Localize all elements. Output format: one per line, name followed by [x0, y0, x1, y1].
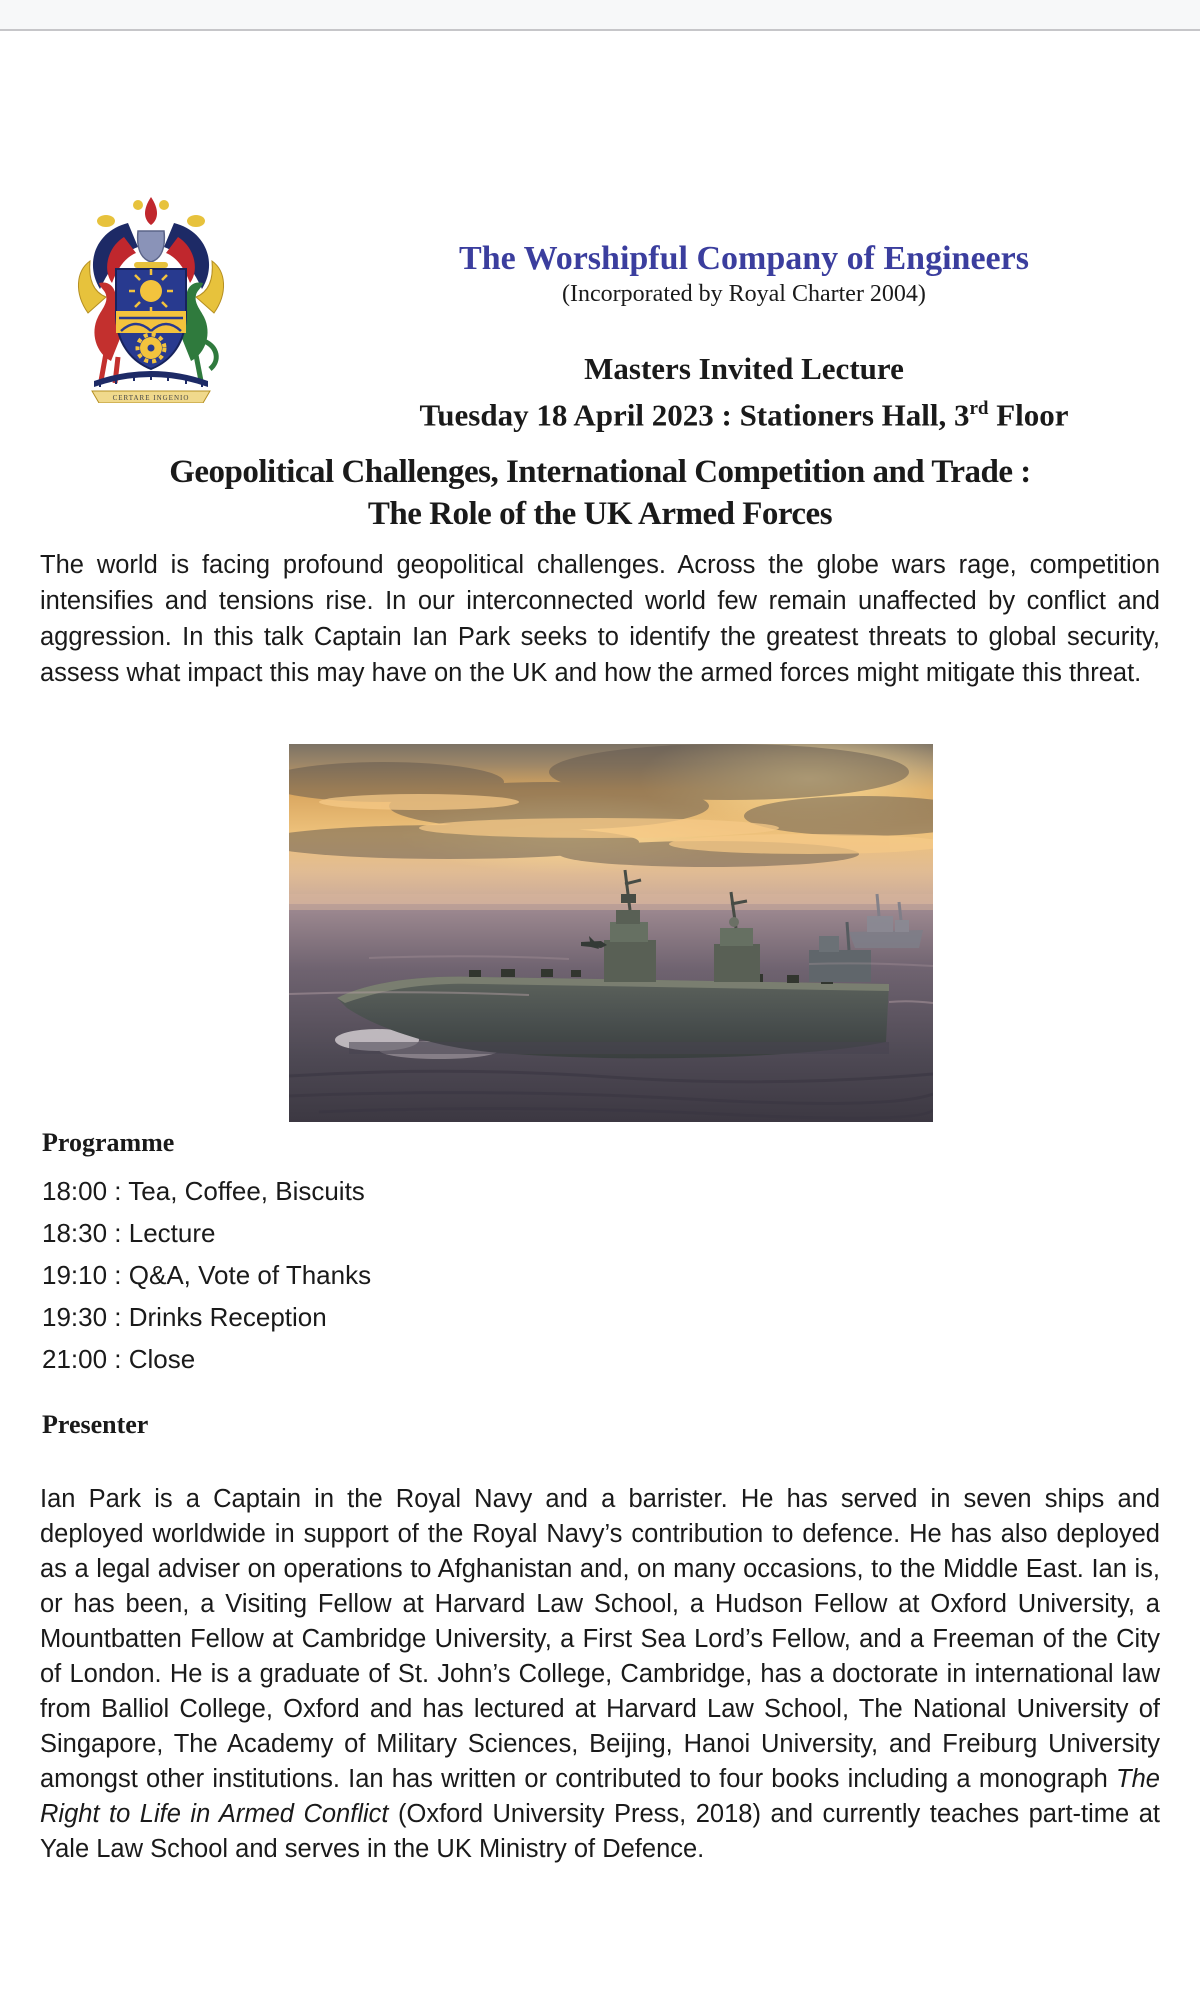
company-crest — [66, 191, 236, 435]
lecture-title — [0, 451, 1200, 535]
programme-activity: Lecture — [128, 1218, 216, 1249]
lecture-abstract: The world is facing profound geopolitical challenges. Across the globe wars rage, competition intensifies and tensions rise. In our interconnected world few remain unaffected by conflict and aggression. In this talk Captain Ian Park seeks to identify the greatest threats to global security, assess what impact this may have on the UK and how the armed forces might mitigate this threat. — [40, 551, 1160, 688]
royal-charter-line: (Incorporated by Royal Charter 2004) — [562, 281, 926, 307]
programme-heading: Programme — [42, 1128, 175, 1158]
organisation-name: The Worshipful Company of Engineers — [459, 240, 1029, 277]
presenter-bio-part2: (Oxford University Press, 2018) and currently teaches part-time at Yale Law School and serves in the UK Ministry of Defence. — [40, 1800, 1160, 1864]
document-header — [0, 191, 1200, 435]
presenter-bio-part1: Ian Park is a Captain in the Royal Navy and a barrister. He has served in seven ships and deployed worldwide in support of the Royal Navy’s contribution to defence. He has also deployed as a legal adviser on operations to Afghanistan and, on many occasions, to the Middle East. Ian is, or has been, a Visiting Fellow at Harvard Law School, a Hudson Fellow at Oxford University, a Mountbatten Fellow at Cambridge University, a First Sea Lord’s Fellow, and a Freeman of the City of London. He is a graduate of St. John’s College, Cambridge, has a doctorate in international law from Balliol College, Oxford and has lectured at Harvard Law School, The National University of Singapore, The Academy of Military Sciences, Beijing, Hanoi University, and Freiburg University amongst other institutions. Ian has written or contributed to four books including a monograph — [40, 1485, 1160, 1794]
event-title: Masters Invited Lecture — [584, 351, 904, 386]
company-crest-icon — [66, 191, 236, 403]
programme-time: 19:30 — [42, 1302, 108, 1333]
programme-item — [42, 1296, 1160, 1338]
event-date-suffix: Floor — [988, 397, 1069, 433]
lecture-title-line2: The Role of the UK Armed Forces — [367, 496, 833, 533]
programme-activity: Drinks Reception — [128, 1302, 327, 1333]
programme-item — [42, 1212, 1160, 1254]
viewer-top-edge — [0, 0, 1200, 31]
programme-separator: : — [107, 1176, 129, 1207]
header-text-block — [236, 191, 1200, 435]
event-date-location — [328, 389, 1160, 435]
programme-time: 18:00 — [42, 1176, 108, 1207]
event-block — [328, 349, 1160, 435]
event-date-prefix: Tuesday 18 April 2023 : Stationers Hall, 3 — [419, 397, 970, 433]
programme-item — [42, 1338, 1160, 1380]
aircraft-carrier-photo — [289, 744, 933, 1122]
programme-separator: : — [107, 1260, 129, 1291]
programme-separator: : — [107, 1344, 129, 1375]
crest-motto-text: CERTARE INGENIO — [112, 394, 190, 402]
programme-item — [42, 1254, 1160, 1296]
programme-item — [42, 1170, 1160, 1212]
presenter-heading: Presenter — [42, 1410, 149, 1440]
presenter-bio — [40, 1482, 1160, 1867]
presenter-bio-book-title: The Right to Life in Armed Conflict — [40, 1765, 1160, 1829]
programme-list — [42, 1170, 1160, 1380]
event-date-ordinal: rd — [969, 398, 989, 419]
programme-activity: Tea, Coffee, Biscuits — [128, 1176, 365, 1207]
programme-separator: : — [107, 1302, 129, 1333]
programme-separator: : — [107, 1218, 129, 1249]
programme-activity: Q&A, Vote of Thanks — [128, 1260, 372, 1291]
programme-activity: Close — [128, 1344, 196, 1375]
programme-time: 18:30 — [42, 1218, 108, 1249]
programme-time: 19:10 — [42, 1260, 108, 1291]
lecture-photo — [289, 744, 933, 1122]
programme-time: 21:00 — [42, 1344, 108, 1375]
lecture-title-line1: Geopolitical Challenges, International Competition and Trade : — [169, 454, 1031, 491]
